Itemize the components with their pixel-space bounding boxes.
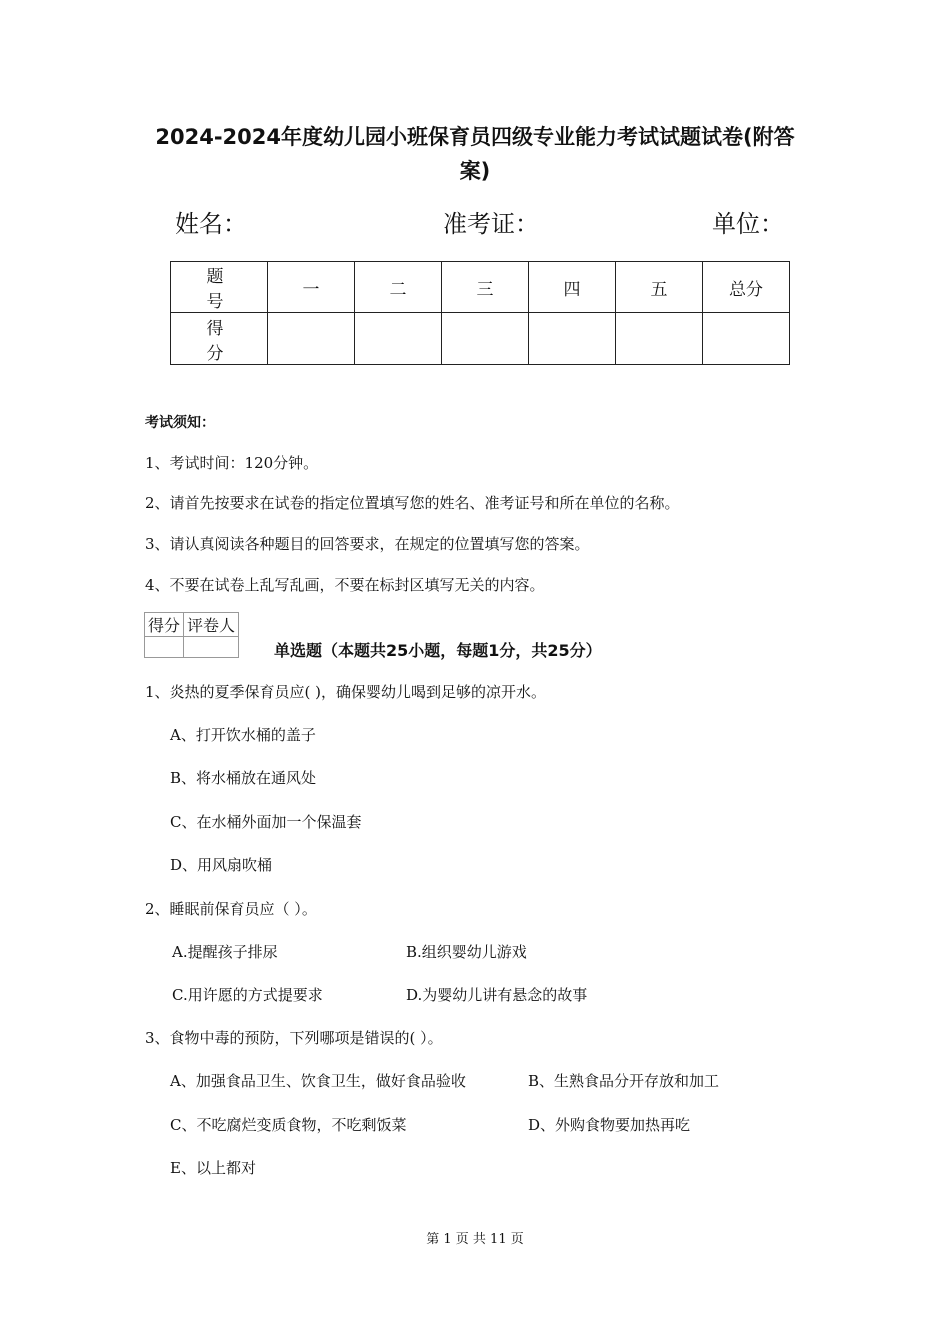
grader-score-cell [145,637,184,658]
score-cell-4 [529,313,616,365]
grader-box [144,612,239,658]
score-header-1: 一 [268,262,355,313]
question-option: E、以上都对 [170,1159,256,1177]
question-option: A.提醒孩子排尿 [172,943,278,961]
grader-score-label: 得分 [145,613,184,637]
document-title [130,120,820,188]
question-stem: 3、食物中毒的预防，下列哪项是错误的( ）。 [145,1029,443,1047]
question-option: B、将水桶放在通风处 [170,769,317,787]
page-footer: 第 1 页 共 11 页 [426,1232,524,1247]
score-row-label: 得 分 [171,313,268,365]
title-line-2: 案) [459,159,491,183]
question-option: A、打开饮水桶的盖子 [170,726,316,744]
score-cell-1 [268,313,355,365]
name-field-label: 姓名： [175,210,247,238]
score-table-header-row [171,262,790,313]
score-cell-2 [355,313,442,365]
grader-reviewer-cell [184,637,239,658]
score-header-3: 三 [442,262,529,313]
score-header-5: 五 [616,262,703,313]
unit-field-label: 单位： [712,210,784,238]
notice-title: 考试须知： [145,415,215,431]
score-cell-3 [442,313,529,365]
score-header-total: 总分 [703,262,790,313]
score-table-score-row [171,313,790,365]
score-table [170,261,790,365]
question-option: C、在水桶外面加一个保温套 [170,813,362,831]
question-option: D、外购食物要加热再吃 [528,1116,691,1134]
section-title: 单选题（本题共25小题，每题1分，共25分） [274,641,602,660]
question-option: A、加强食品卫生、饮食卫生，做好食品验收 [170,1072,466,1090]
notice-item: 2、请首先按要求在试卷的指定位置填写您的姓名、准考证号和所在单位的名称。 [145,494,680,512]
question-option: D.为婴幼儿讲有悬念的故事 [406,986,588,1004]
notice-item: 1、考试时间：120分钟。 [145,454,319,472]
score-cell-5 [616,313,703,365]
score-header-4: 四 [529,262,616,313]
score-header-label: 题 号 [171,262,268,313]
question-option: D、用风扇吹桶 [170,856,273,874]
notice-item: 4、不要在试卷上乱写乱画，不要在标封区填写无关的内容。 [145,576,545,594]
notice-item: 3、请认真阅读各种题目的回答要求，在规定的位置填写您的答案。 [145,535,590,553]
question-option: C.用许愿的方式提要求 [172,986,323,1004]
score-cell-total [703,313,790,365]
question-stem: 1、炎热的夏季保育员应( )，确保婴幼儿喝到足够的凉开水。 [145,683,547,701]
question-stem: 2、睡眠前保育员应（ ）。 [145,900,317,918]
exam-no-field-label: 准考证： [443,210,539,238]
score-header-2: 二 [355,262,442,313]
question-option: B.组织婴幼儿游戏 [406,943,527,961]
question-option: B、生熟食品分开存放和加工 [528,1072,720,1090]
title-line-1: 2024-2024年度幼儿园小班保育员四级专业能力考试试题试卷(附答 [155,125,795,149]
question-option: C、不吃腐烂变质食物，不吃剩饭菜 [170,1116,407,1134]
grader-reviewer-label: 评卷人 [184,613,239,637]
